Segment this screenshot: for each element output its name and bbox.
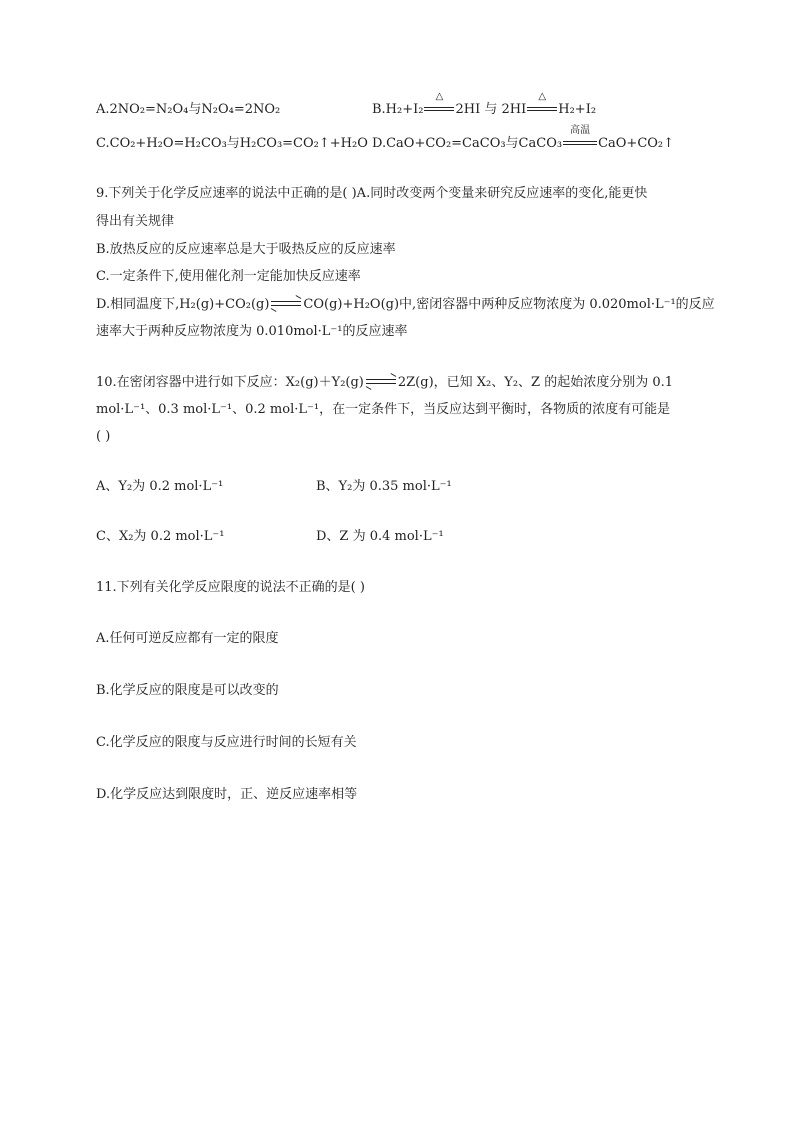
q10-option-a: A、Y₂为 0.2 mol·L⁻¹ <box>96 479 224 494</box>
q8-option-b-pre: B.H₂+I₂ <box>372 102 424 117</box>
high-temp-condition-arrow: 高温 <box>563 135 597 149</box>
equilibrium-arrow <box>271 296 301 310</box>
q11-option-d: D.化学反应达到限度时，正、逆反应速率相等 <box>96 787 358 802</box>
q8-option-a-text: A.2NO₂=N₂O₄与N₂O₄=2NO₂ <box>96 102 281 117</box>
q8-option-b-post: H₂+I₂ <box>558 102 597 117</box>
q8-option-d-post: CaO+CO₂↑ <box>598 136 675 151</box>
q10-stem: 10.在密闭容器中进行如下反应：X₂(g)＋Y₂(g) 2Z(g)，已知 X₂、Y₂、Z 的起始浓度分别为 0.1 <box>96 375 674 390</box>
q10-option-c: C、X₂为 0.2 mol·L⁻¹ <box>96 529 225 544</box>
q9-stem-cont: 得出有关规律 <box>96 214 175 229</box>
q8-option-d <box>372 125 675 153</box>
q10-answer-blank: ( ) <box>96 429 111 444</box>
q8-option-a <box>96 101 280 119</box>
heat-condition-arrow: △ <box>527 101 557 115</box>
q8-option-c <box>96 135 368 153</box>
q8-option-b-mid: 2HI 与 2HI <box>455 102 527 117</box>
q9-option-c: C.一定条件下,使用催化剂一定能加快反应速率 <box>96 269 361 284</box>
q11-option-c: C.化学反应的限度与反应进行时间的长短有关 <box>96 735 357 750</box>
q11-option-a: A.任何可逆反应都有一定的限度 <box>96 631 279 646</box>
heat-condition-arrow: △ <box>424 101 454 115</box>
q9-stem: 9.下列关于化学反应速率的说法中正确的是( )A.同时改变两个变量来研究反应速率的变化,能更快 <box>96 186 648 201</box>
q9-option-d-cont: 速率大于两种反应物浓度为 0.010mol·L⁻¹的反应速率 <box>96 324 408 339</box>
q10-option-d: D、Z 为 0.4 mol·L⁻¹ <box>316 529 444 544</box>
q11-option-b: B.化学反应的限度是可以改变的 <box>96 683 279 698</box>
q11-stem: 11.下列有关化学反应限度的说法不正确的是( ) <box>96 580 365 595</box>
q10-stem-cont: mol·L⁻¹、0.3 mol·L⁻¹、0.2 mol·L⁻¹，在一定条件下，当反应达到平衡时，各物质的浓度有可能是 <box>96 402 671 417</box>
q9-option-d: D.相同温度下,H₂(g)+CO₂(g) CO(g)+H₂O(g)中,密闭容器中两种反应物浓度为 0.020mol·L⁻¹的反应 <box>96 297 715 312</box>
q10-option-b: B、Y₂为 0.35 mol·L⁻¹ <box>316 479 452 494</box>
equilibrium-arrow <box>366 374 396 388</box>
q8-option-d-pre: D.CaO+CO₂=CaCO₃与CaCO₃ <box>372 136 563 151</box>
q8-option-c-text: C.CO₂+H₂O=H₂CO₃与H₂CO₃=CO₂↑+H₂O <box>96 136 368 151</box>
q8-option-b <box>372 91 597 119</box>
q9-option-b: B.放热反应的反应速率总是大于吸热反应的反应速率 <box>96 242 396 257</box>
